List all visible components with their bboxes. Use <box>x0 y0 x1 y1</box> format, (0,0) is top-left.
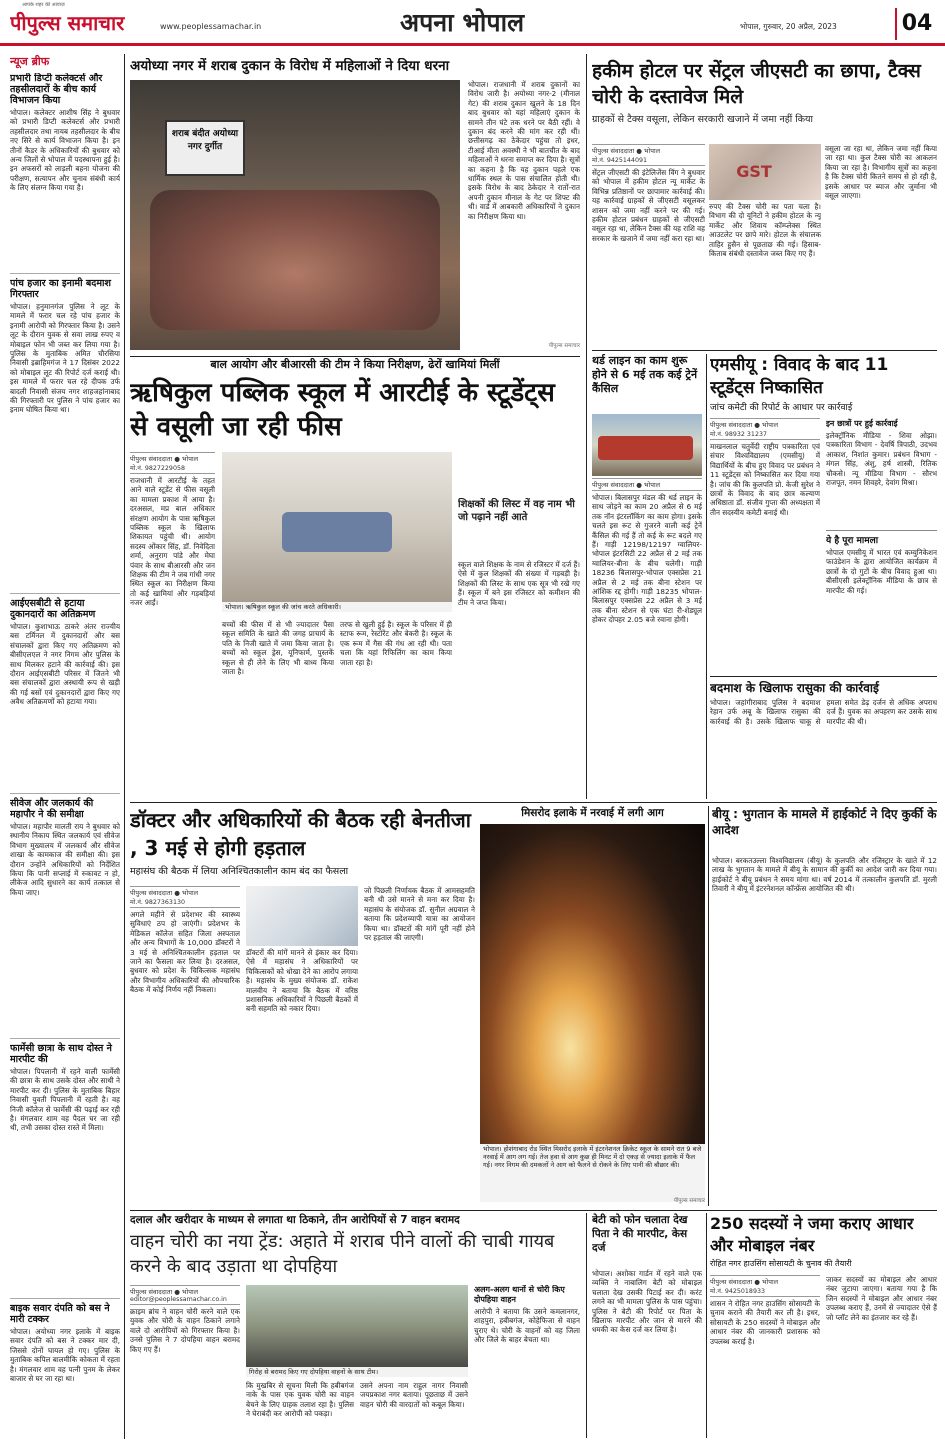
brief-headline: प्रभारी डिप्टी कलेक्टर्स और तहसीलदारों के बीच कार्य विभाजन किया <box>10 73 103 106</box>
byline-email: editor@peoplessamachar.co.in <box>130 1296 227 1303</box>
sidebar-box <box>474 1285 580 1435</box>
table-shape <box>282 512 392 552</box>
subheadline: जांच कमेटी की रिपोर्ट के आधार पर कार्रवाई <box>710 403 853 413</box>
photo <box>222 452 452 602</box>
headline: थर्ड लाइन का काम शुरू होने से 6 मई तक कई ट्रेनें कैंसिल <box>592 354 698 395</box>
column-1 <box>592 144 705 344</box>
story-body: जो पिछली निर्णायक बैठक में आमसहमति बनी थी उसे मानने से मना कर दिया है। महासंघ के संयोजक डॉ. सुनील अग्रवाल ने बताया कि प्रदेशव्यापी यात्रा का आयोजन किया था। डॉक्टरों की मांगें पूरी नहीं होने पर हड़ताल की जाएगी। <box>364 886 475 943</box>
byline <box>710 1275 820 1297</box>
byline-text: पीपुल्स संवाददाता ● भोपाल <box>130 455 199 463</box>
subheadline: रोहित नगर हाउसिंग सोसायटी के चुनाव की तैयारी <box>710 1259 852 1268</box>
subheadline: महासंघ की बैठक में लिया अनिश्चितकालीन काम बंद का फैसला <box>130 866 349 877</box>
brief-headline: पांच हजार का इनामी बदमाश गिरफ्तार <box>10 278 111 300</box>
news-brief-label: न्यूज ब्रीफ <box>10 55 50 68</box>
column-divider <box>124 54 125 1439</box>
story-body: वसूला जा रहा था, लेकिन जमा नहीं किया जा रहा था। कुल टैक्स चोरी का आकलन किया जा रहा है। विभागीय सूत्रों का कहना है कि टैक्स चोरी कितने समय से हो रही है, इसके आधार पर ब्याज और जुर्माना भी वसूल जाएगा। <box>825 144 937 201</box>
page-number: 04 <box>895 8 937 40</box>
headline: अयोध्या नगर में शराब दुकान के विरोध में महिलाओं ने दिया धरना <box>130 58 450 74</box>
headline: बदमाश के खिलाफ रासुका की कार्रवाई <box>710 681 879 695</box>
headline: एमसीयू : विवाद के बाद 11 स्टूडेंट्स निष्कासित <box>710 355 889 398</box>
fire-photo <box>480 824 705 1144</box>
byline <box>130 1285 240 1305</box>
subheadline: ग्राहकों से टैक्स वसूला, लेकिन सरकारी खजाने में जमा नहीं किया <box>592 114 814 125</box>
column-1 <box>130 886 240 1202</box>
headline: हकीम होटल पर सेंट्रल जीएसटी का छापा, टैक्स चोरी के दस्तावेज मिले <box>592 60 921 108</box>
section-rule <box>592 350 937 351</box>
byline: पीपुल्स संवाददाता ● भोपाल <box>592 478 702 491</box>
column-divider <box>706 354 707 799</box>
train-photo <box>592 414 702 476</box>
story-body: कि मुखबिर से सूचना मिली कि हबीबगंज नाके के पास एक युवक चोरी का वाहन बेचने के लिए ग्राहक तलाश रहा है। पुलिस ने घेराबंदी कर आरोपी को पकड़ा। <box>246 1381 354 1419</box>
headline: बीयू : भुगतान के मामले में हाईकोर्ट ने दिए कुर्की के आदेश <box>712 807 937 837</box>
story-body: तरफ से खुली हुई है। स्कूल के परिसर में ही स्टाफ रूम, रेस्टोरेंट और बेकरी है। स्कूल के एक रूम में गैस की गंध आ रही थी। पता चला कि यहां रिफिलिंग का काम किया जाता रहा है। <box>340 620 452 667</box>
column-2 <box>246 886 358 1202</box>
story-fire <box>480 806 705 1206</box>
story-body: माखनलाल चतुर्वेदी राष्ट्रीय पत्रकारिता एवं संचार विश्वविद्यालय (एमसीयू) में विद्यार्थियों के बीच हुए विवाद पर प्रबंधन ने 11 स्टूडेंट्स को निष्कासित कर दिया गया है। जांच की कि कुलपति प्रो. केजी सुरेश ने छात्रों के विवाद के बाद छात्र कल्याण अधिष्ठाता डॉ. संजीव गुप्ता की अध्यक्षता में तीन सदस्यीय कमेटी बनाई थी। <box>710 442 820 517</box>
column-1 <box>710 1275 820 1437</box>
column-divider <box>708 806 709 1206</box>
story-body: भोपाल। बरकतउल्ला विश्वविद्यालय (बीयू) के कुलपति और रजिस्ट्रार के खाते में 12 लाख के भुगतान के मामले में बीयू के सामान की कुर्की का आदेश जारी कर दिया गया। हाईकोर्ट ने बीयू प्रबंधन ने समय मांगा था। वर्ष 2014 में तत्कालीन कुलपति डॉ. मुरली तिवारी ने बीयू में इंटरनेशनल कॉन्फ्रेंस आयोजित की थी। <box>712 856 937 894</box>
brief-body: भोपाल। पिपलानी में रहने वाली फार्मेसी की छात्रा के साथ उसके दोस्त और साथी ने मारपीट कर दी। पुलिस के मुताबिक बिहार निवासी युवती पिपलानी में रहती है। वह निजी कॉलेज से फार्मेसी की पढ़ाई कर रही है। मंगलवार शाम वह पैदल घर जा रही थी, तभी उसका दोस्त रास्ते में मिला। <box>10 1067 120 1133</box>
crowd-shape <box>150 190 440 330</box>
byline-text: पीपुल्स संवाददाता ● भोपाल <box>592 147 661 155</box>
brief-headline: बाइक सवार दंपति को बस ने मारी टक्कर <box>10 1303 110 1325</box>
story-body: डॉक्टरों की मांगें मानने से इंकार कर दिया। ऐसे में महासंघ ने अधिकारियों पर चिकित्सकों को धोखा देने का आरोप लगाया है। महासंघ के मुख्य संयोजक डॉ. राकेश मालवीय ने बताया कि बैठक में वरिष्ठ प्रशासनिक अधिकारियों ने पिछली बैठकों में बनी सहमति को नकार दिया। <box>246 948 358 1014</box>
story-rasuka <box>710 680 937 798</box>
protest-photo <box>130 80 460 350</box>
story-daughter-phone <box>592 1213 702 1438</box>
photo <box>246 1285 468 1367</box>
story-body: स्कूल वाले शिक्षक के नाम से रजिस्टर में दर्ज हैं। ऐसे में कुल शिक्षकों की संख्या में गड़बड़ी है। शिक्षकों की लिस्ट के साथ एक सूत्र भी रखे गए हैं। स्कूल में बने इस रजिस्टर को कमीशन की टीम ने जप्त किया। <box>458 560 580 607</box>
brief-body: भोपाल। महापौर मालती राय ने बुधवार को स्थानीय निकाय स्थित जलकार्य एवं सीवेज विभाग मुख्यालय में जलकार्य और सीवेज शाखा के कामकाज की समीक्षा की। इस दौरान उन्होंने अधिकारियों को निर्देशित किया कि पानी सप्लाई में रुकावट न हो, लीकेज आदि सुधारने का कार्य तत्काल से किया जाए। <box>10 822 120 897</box>
expelled-list: इलेक्ट्रॉनिक मीडिया - शिवा ओझा। पत्रकारिता विभाग - देवर्षि त्रिपाठी, उदभव आकाश, निशांत कुमार। प्रबंधन विभाग - मंगल सिंह, अंशु, हर्ष शास्त्री, रितिक चौकसे। न्यू मीडिया विभाग - सौरभ राजपूत, नमन शिवहरे, देवांग मिश्रा। <box>826 431 937 488</box>
byline-mobile: मो.नं. 9425018933 <box>710 1288 765 1295</box>
column-divider <box>586 1213 587 1438</box>
box-body: भोपाल एमसीयू में भारत एवं कम्युनिकेशन फाउंडेशन के द्वारा आयोजित कार्यक्रम में छात्रों के दो गुटों के बीच विवाद हुआ था। बीसीएसी इलेक्ट्रॉनिक मीडिया के छात्र से मारपीट की गई। <box>826 548 937 595</box>
byline-mobile: मो.नं. 9827363130 <box>130 899 185 906</box>
story-body: क्राइम ब्रांच ने वाहन चोरी करने वाले एक युवक और चोरी के वाहन ठिकाने लगाने वाले दो आरोपियों को गिरफ्तार किया है। उनसे पुलिस ने 7 दोपहिया वाहन बरामद किए गए हैं। <box>130 1307 240 1354</box>
column-1 <box>130 1285 240 1435</box>
story-aadhar <box>710 1213 937 1438</box>
story-hakim-hotel <box>592 58 937 348</box>
headline: ऋषिकुल पब्लिक स्कूल में आरटीई के स्टूडेंट्स से वसूली जा रही फीस <box>130 378 555 442</box>
story-body: उसने अपना नाम राहुल नागर निवासी जयप्रकाश नगर बताया। पूछताछ में उसने वाहन चोरी की वारदातों को कबूल किया। <box>360 1381 468 1409</box>
train-shape <box>598 436 693 460</box>
brief-headline: सीवेज और जलकार्य की महापौर ने की समीक्षा <box>10 798 94 820</box>
story-mcu <box>710 354 937 674</box>
story-body: भोपाल। जहांगीराबाद पुलिस ने बदमाश रेहान उर्फ अबू के खिलाफ रासुका की कार्रवाई की है। उसके खिलाफ चाकू से हमला समेत डेढ़ दर्जन से अधिक अपराध दर्ज हैं। युवक का अपहरण कर उसके साथ मारपीट की थी। <box>710 698 937 726</box>
paper-tagline: आपके शहर की आवाज़ <box>22 2 65 8</box>
byline <box>130 886 240 908</box>
gst-label: GST <box>736 162 772 181</box>
kicker: बाल आयोग और बीआरसी की टीम ने किया निरीक्षण, ढेरों खामियां मिलीं <box>210 358 500 371</box>
headline: बेटी को फोन चलाता देख पिता ने की मारपीट, केस दर्ज <box>592 1214 688 1254</box>
list-title: इन छात्रों पर हुई कार्रवाई <box>826 419 898 428</box>
headline: डॉक्टर और अधिकारियों की बैठक रही बेनतीजा , 3 मई से होगी हड़ताल <box>130 808 471 860</box>
story-body: भोपाल। राजधानी में शराब दुकानों का विरोध जारी है। अयोध्या नगर-2 (मीनाल गेट) की शराब दुकान खुलने के 18 दिन बाद बुधवार को यहां महिलाएं दुकान के सामने तीन घंटे तक धरने पर बैठी रहीं। वे दुकान बंद करने की मांग कर रही थीं। छत्तीसगढ़ का ठेकेदार पहुंचा तो इधर, टीआई मीता अवस्थी ने भी बातचीत के बाद महिलाओं ने धरना समाप्त कर दिया है। सूत्रों का कहना है कि यह दुकान पहले एक धार्मिक स्थल के पास संचालित होती थी। इसके विरोध के बाद ठेकेदार ने रातों-रात अपनी दुकान मीनाल के गेट पर शिफ्ट की थी। वार्ड में आबकारी अधिकारियों ने दुकान का निरीक्षण किया था। <box>468 80 580 221</box>
photo-caption: भोपाल। ऋषिकुल स्कूल की जांच करते अधिकारी। <box>222 602 452 612</box>
byline-mobile: मो.नं. 9425144091 <box>592 157 647 164</box>
story-rishikul-school <box>130 358 580 798</box>
masthead <box>0 0 945 46</box>
story-body: जाकर सदस्यों का मोबाइल और आधार नंबर जुटाया जाएगा। बताया गया है कि जिन सदस्यों ने मोबाइल और आधार नंबर उपलब्ध कराए हैं, उनमें से ज्यादातर ऐसे हैं जो प्लॉट लेने का इंतजार कर रहे हैं। <box>826 1275 937 1322</box>
vehicles-photo <box>246 1285 468 1435</box>
byline-text: पीपुल्स संवाददाता ● भोपाल <box>130 889 199 897</box>
brief-body: भोपाल। हनुमानगंज पुलिस ने लूट के मामले में फरार चल रहे पांच हजार के इनामी आरोपी को गिरफ्तार किया है। उसने लूट के दौरान युवक से सवा लाख रुपए व मोबाइल फोन भी जब्त कर लिया गया है। पुलिस के मुताबिक अमित चौरसिया निवासी इब्राहिमगंज ने 17 दिसंबर 2022 को मोबाइल लूट की रिपोर्ट दर्ज कराई थी। इस मामले में फरार चल रहे दीपक उर्फ बादली निवासी संजय नगर शाहजहांनाबाद की गिरफ्तारी पर पुलिस ने पांच हजार का इनाम घोषित किया था। <box>10 302 120 415</box>
column-3 <box>825 144 937 344</box>
pull-quote: शिक्षकों की लिस्ट में वह नाम भी जो पढ़ाने नहीं आते <box>458 499 575 523</box>
brief-item <box>10 1298 120 1438</box>
story-body: राजधानी में आरटीई के तहत आने वाले स्टूडेंट से फीस वसूली का मामला प्रकाश में आया है। दरअसल, मप्र बाल अधिकार संरक्षण आयोग के पास ऋषिकुल पब्लिक स्कूल के खिलाफ शिकायत पहुंची थी। आयोग सदस्य ओंकार सिंह, डॉ. निवेदिता शर्मा, अनुराग पांडे और मेघा पंवार के साथ बीआरसी और जन शिक्षक की टीम ने जब गांधी नगर स्थित स्कूल का निरीक्षण किया तो कई खामियां और गड़बड़ियां नजर आईं। <box>130 476 215 608</box>
story-body: सेंट्रल जीएसटी की इंटेलिजेंस विंग ने बुधवार को भोपाल में हकीम होटल न्यू मार्केट के विभिन्न प्रतिष्ठानों पर छापामार कार्रवाई की। यह कार्रवाई ग्राहकों से जीएसटी वसूलकर शासन को जमा नहीं करने पर की गई। हकीम होटल प्रबंधन ग्राहकों से जीएसटी वसूल रहा था, लेकिन टैक्स की यह राशि वह सरकार के खजाने में जमा नहीं करा रहा था। <box>592 168 705 243</box>
byline-text: पीपुल्स संवाददाता ● भोपाल <box>710 1278 779 1286</box>
headline: वाहन चोरी का नया ट्रेंड: अहाते में शराब पीने वालों की चाबी गायब करने के बाद उड़ाता था दोपहिया <box>130 1231 555 1277</box>
brief-item <box>10 593 120 793</box>
brief-item <box>10 793 120 1038</box>
protest-placard: शराब बंदीत अयोध्या नगर दुर्गीत <box>165 120 245 176</box>
section-rule <box>710 676 937 677</box>
box-body: आरोपी ने बताया कि उसने कमलानगर, शाहपुरा, हबीबगंज, कोहेफिजा से वाहन चुराए थे। चोरी के वाहनों को वह जिला और जिले के बाहर बेचता था। <box>474 1307 580 1345</box>
brief-headline: फार्मेसी छात्रा के साथ दोस्त ने मारपीट की <box>10 1043 112 1065</box>
box-title: ये है पूरा मामला <box>826 530 937 546</box>
photo-credit: पीपुल्स समाचार <box>673 1198 705 1204</box>
photo-caption: गिरोह से बरामद किए गए दोपहिया वाहनों के साथ टीम। <box>246 1367 468 1377</box>
byline-mobile: मो.नं. 9827229058 <box>130 465 185 472</box>
brief-headline: आईएसबीटी से हटाया दुकानदारों का अतिक्रमण <box>10 598 96 620</box>
section-title: अपना भोपाल <box>400 8 525 37</box>
byline <box>130 452 215 474</box>
byline <box>592 144 705 166</box>
box-title: अलग-अलग थानों से चोरी किए दोपहिया वाहन <box>474 1285 565 1304</box>
byline-mobile: मो.नं. 98932 31237 <box>710 431 767 438</box>
photo-caption: भोपाल। होशंगाबाद रोड स्थित मिसरोद इलाके में इंटरनेशनल क्रिकेट स्कूल के सामने रात 9 बजे नरवाई में आग लग गई। तेज हवा से आग कुछ ही मिनट में दो एकड़ से ज्यादा इलाके में फैल गई। नगर निगम की दमकलों ने आग को फैलने से रोकने के लिए पानी की बौछार की। <box>480 1144 705 1202</box>
story-body: अगले महीने से प्रदेशभर की स्वास्थ्य सुविधाएं ठप हो जाएंगी। प्रदेशभर के मेडिकल कॉलेज सहित जिला अस्पताल और अन्य विभागों के 10,000 डॉक्टरों ने 3 मई से अनिश्चितकालीन हड़ताल पर जाने का फैसला कर लिया है। दरअसल, बुधवार को प्रदेश के चिकित्सक महासंघ और विभागीय अधिकारियों की औपचारिक बैठक में कोई निर्णय नहीं निकला। <box>130 910 240 995</box>
inspection-photo <box>222 452 452 612</box>
column-1 <box>710 418 820 674</box>
photo-credit: पीपुल्स समाचार <box>548 343 580 349</box>
kicker: दलाल और खरीदार के माध्यम से लगाता था ठिकाने, तीन आरोपियों से 7 वाहन बरामद <box>130 1214 460 1226</box>
story-vehicle-theft <box>130 1213 580 1438</box>
brief-item <box>10 73 120 273</box>
byline-text: पीपुल्स संवाददाता ● भोपाल <box>710 421 779 429</box>
doctor-graphic <box>246 886 358 946</box>
section-rule <box>130 1210 937 1211</box>
gst-graphic <box>709 144 821 200</box>
column-2 <box>826 418 937 674</box>
story-ayodhya <box>130 58 580 353</box>
headline: मिसरोद इलाके में नरवाई में लगी आग <box>521 807 664 819</box>
brief-body: भोपाल। कुशाभाऊ ठाकरे अंतर राज्यीय बस टर्मिनल में दुकानदारों और बस संचालकों द्वारा किए गए अतिक्रमण को बीसीएलएल ने नगर निगम और पुलिस के साथ मिलकर हटाने की कार्रवाई की। इस दौरान आईएसबीटी परिसर में जितने भी बस संचालकों द्वारा अस्थायी रूप से खड़ी की गई बसों एवं दुकानदारों द्वारा किए गए अवैध अतिक्रमणों को हटाया गया। <box>10 622 120 707</box>
story-doctors-strike <box>130 806 475 1206</box>
story-body: भोपाल। बिलासपुर मंडल की थर्ड लाइन के साथ जोड़ने का काम 20 अप्रैल से 6 मई तक नॉन इंटरलॉकिंग का काम होगा। इसके चलते इस रूट से गुजरने वाली कई ट्रेनें कैंसिल की गई हैं तो कई के रूट बदले गए हैं। गाड़ी 12198/12197 ग्वालियर-भोपाल इंटरसिटी 22 अप्रैल से 2 मई तक ग्वालियर-बीना के बीच चलेगी। गाड़ी 18236 बिलासपुर-भोपाल एक्सप्रेस 21 अप्रैल से 2 मई तक बीना स्टेशन पर आंशिक रद्द होगी। गाड़ी 18235 भोपाल-बिलासपुर एक्सप्रेस 22 अप्रैल से 3 मई तक बीना स्टेशन से एक घंटा री-शेड्यूल होकर दोपहर 2.05 बजे रवाना होगी। <box>592 493 702 625</box>
story-body: शासन ने रोहित नगर हाउसिंग सोसायटी के चुनाव कराने की तैयारी कर ली है। इधर, सोसायटी के 250 सदस्यों ने मोबाइल और आधार नंबर की जानकारी प्रशासक को उपलब्ध कराई है। <box>710 1299 820 1346</box>
byline <box>710 418 820 440</box>
column-1 <box>130 452 215 792</box>
story-body: भोपाल। अशोका गार्डन में रहने वाले एक व्यक्ति ने नाबालिग बेटी को मोबाइल चलाता देख उसकी पिटाई कर दी। करंट लगने का भी मामला पुलिस के पास पहुंचा। पुलिस ने बेटी की रिपोर्ट पर पिता के खिलाफ मारपीट और जान से मारने की धमकी का केस दर्ज कर लिया है। <box>592 1269 702 1335</box>
website[interactable]: www.peoplessamachar.in <box>160 22 262 31</box>
column-2 <box>709 144 821 344</box>
story-train-cancel <box>592 354 702 799</box>
brief-body: भोपाल। कलेक्टर आशीष सिंह ने बुधवार को प्रभारी डिप्टी कलेक्टर्स और प्रभारी तहसीलदार तथा नायब तहसीलदार के बीच नए सिरे से कार्य विभाजन किया है। इन तीनों कैडर के अधिकारियों की बुधवार को अन्य जिलों से भोपाल में पदस्थापना हुई है। इन अफसरों को लाड़ली बहना योजना की परीक्षण, सत्यापन और चुनाव संबंधी कार्य के लिए संलग्न किया गया है। <box>10 108 120 193</box>
story-body: रुपए की टैक्स चोरी का पता चला है। विभाग की दो यूनिटों ने हकीम होटल के न्यू मार्केट और शिवाय कॉम्प्लेक्स स्थित आउटलेट पर छापे मारे। होटल के संचालक ताहिर हुसैन से पूछताछ की गई। हिसाब-किताब संबंधी दस्तावेज जब्त किए गए हैं। <box>709 202 821 259</box>
column-divider <box>586 54 587 799</box>
brief-item <box>10 1038 120 1298</box>
story-bu-attachment <box>712 806 937 1206</box>
brief-item <box>10 273 120 593</box>
byline-text: पीपुल्स संवाददाता ● भोपाल <box>130 1288 199 1296</box>
brief-body: भोपाल। अयोध्या नगर इलाके में बाइक सवार दंपति को बस ने टक्कर मार दी, जिससे दोनों घायल हो गए। पुलिस के मुताबिक कपिल बालमीकि कोकता में रहता है। मंगलवार शाम वह पत्नी पुनम के लेकर बाजार से घर जा रहा था। <box>10 1327 120 1384</box>
story-body: बच्चों की फीस में से भी ज्यादातर पैसा स्कूल समिति के खाते की जगह प्राचार्य के पति के निजी खाते में जमा किया जाता है। बच्चों को स्कूल ड्रेस, यूनिफार्म, पुस्तकें स्कूल से ही लेने के लिए भी बाध्य किया जाता है। <box>222 620 334 677</box>
paper-name: पीपुल्स समाचार <box>10 11 125 35</box>
news-brief-sidebar <box>10 54 120 1439</box>
section-rule <box>130 802 937 803</box>
dateline: भोपाल, गुरुवार, 20 अप्रैल, 2023 <box>740 22 837 31</box>
column-divider <box>706 1213 707 1438</box>
section-rule <box>130 356 580 357</box>
headline: 250 सदस्यों ने जमा कराए आधार और मोबाइल नंबर <box>710 1214 914 1255</box>
